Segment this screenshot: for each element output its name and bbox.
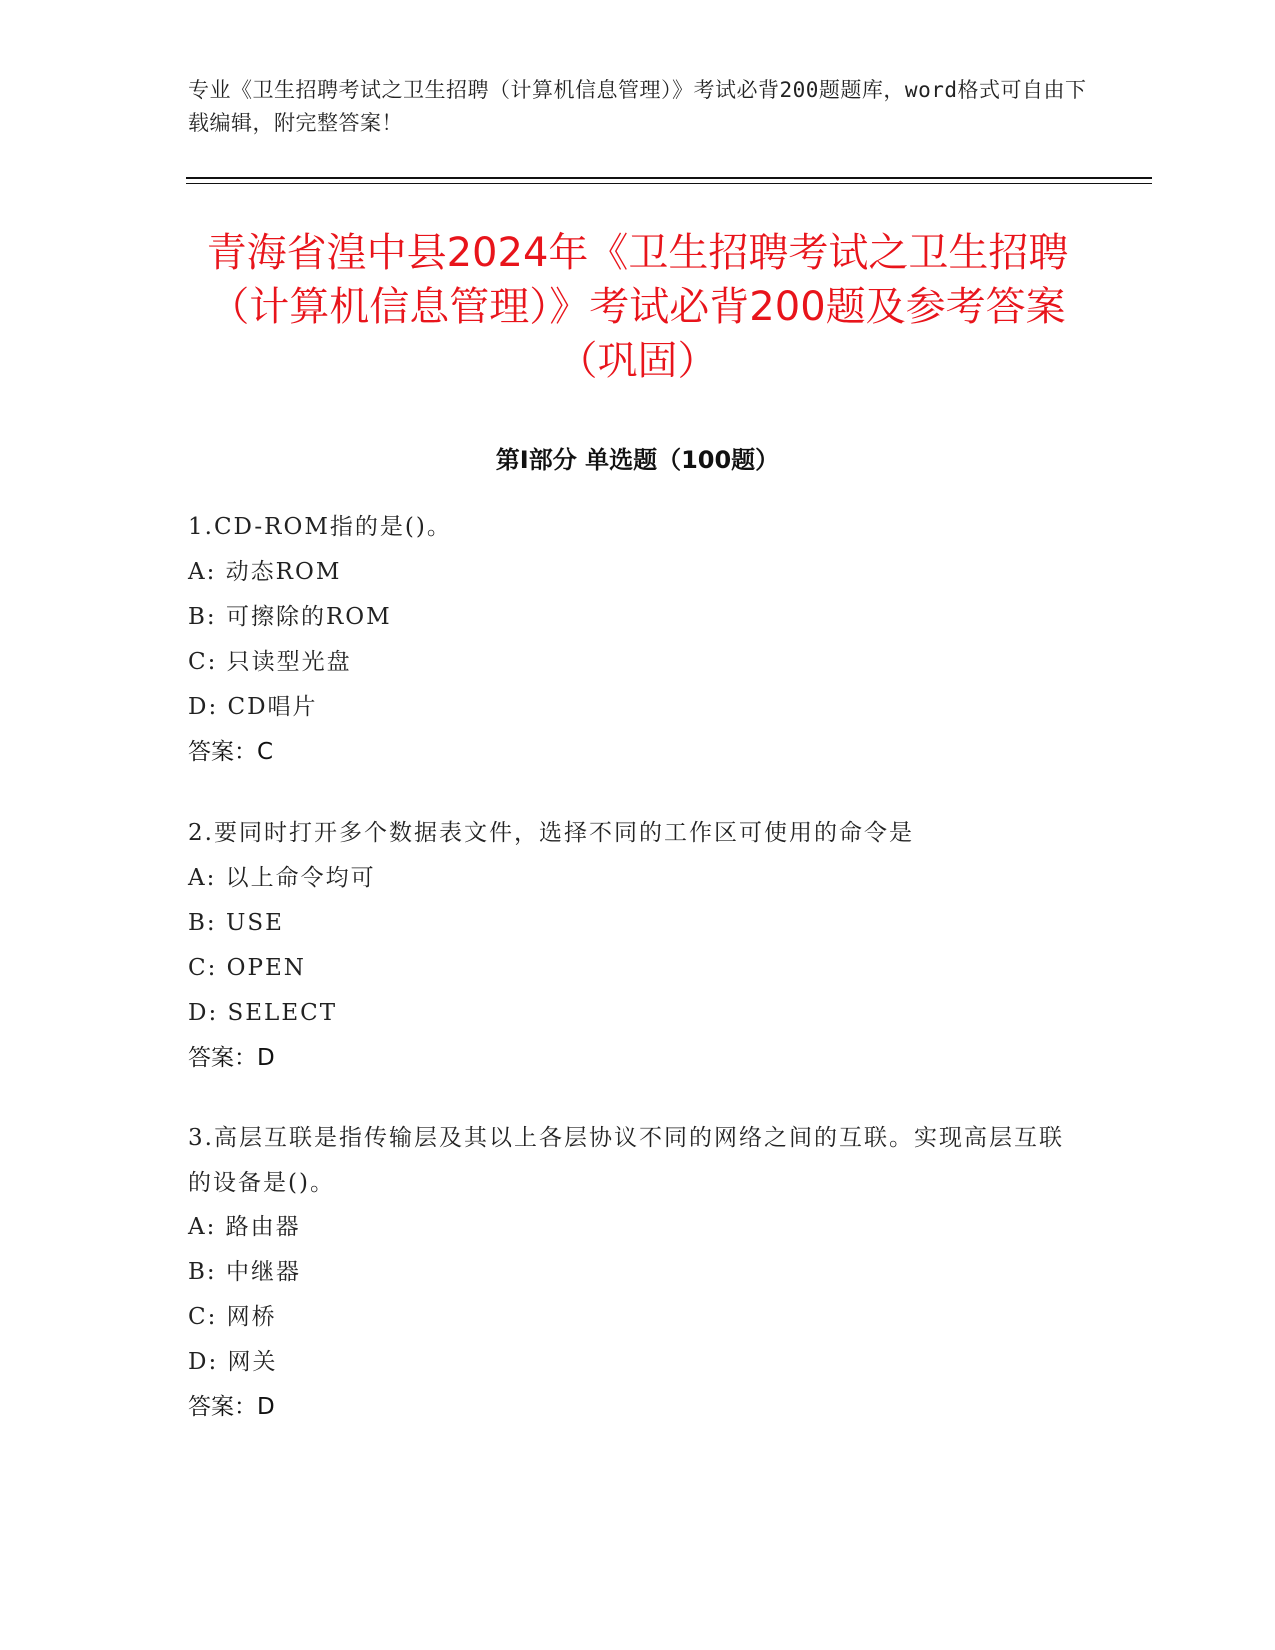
option-c: C: 只读型光盘 [188,649,352,675]
question-2 [188,818,1088,1073]
option-a: A: 动态ROM [188,559,342,585]
option-b: B: 中继器 [188,1259,301,1285]
option-d: D: 网关 [188,1349,278,1375]
option-b: B: USE [188,910,284,936]
header-rule-thick [186,177,1152,179]
option-d: D: SELECT [188,1000,338,1026]
option-d: D: CD唱片 [188,694,318,720]
answer: 答案：D [188,1045,275,1071]
question-text: 3.高层互联是指传输层及其以上各层协议不同的网络之间的互联。实现高层互联的设备是()。 [188,1125,1064,1196]
header-rule-thin [186,183,1152,184]
document-title: 青海省湟中县2024年《卫生招聘考试之卫生招聘（计算机信息管理）》考试必背200题及参考答案（巩固） [206,230,1069,384]
option-a: A: 以上命令均可 [188,865,376,891]
option-c: C: 网桥 [188,1304,277,1330]
section-heading: 第Ⅰ部分 单选题（100题） [495,446,780,474]
option-c: C: OPEN [188,955,306,981]
header-note: 专业《卫生招聘考试之卫生招聘（计算机信息管理）》考试必背200题题库，word格式可自由下载编辑，附完整答案！ [188,78,1087,135]
answer: 答案：D [188,1394,275,1420]
question-text: 2.要同时打开多个数据表文件，选择不同的工作区可使用的命令是 [188,820,914,846]
question-text: 1.CD-ROM指的是()。 [188,514,452,540]
question-1 [188,512,1088,767]
option-b: B: 可擦除的ROM [188,604,392,630]
question-3 [188,1124,1088,1422]
option-a: A: 路由器 [188,1214,301,1240]
answer: 答案：C [188,739,274,765]
